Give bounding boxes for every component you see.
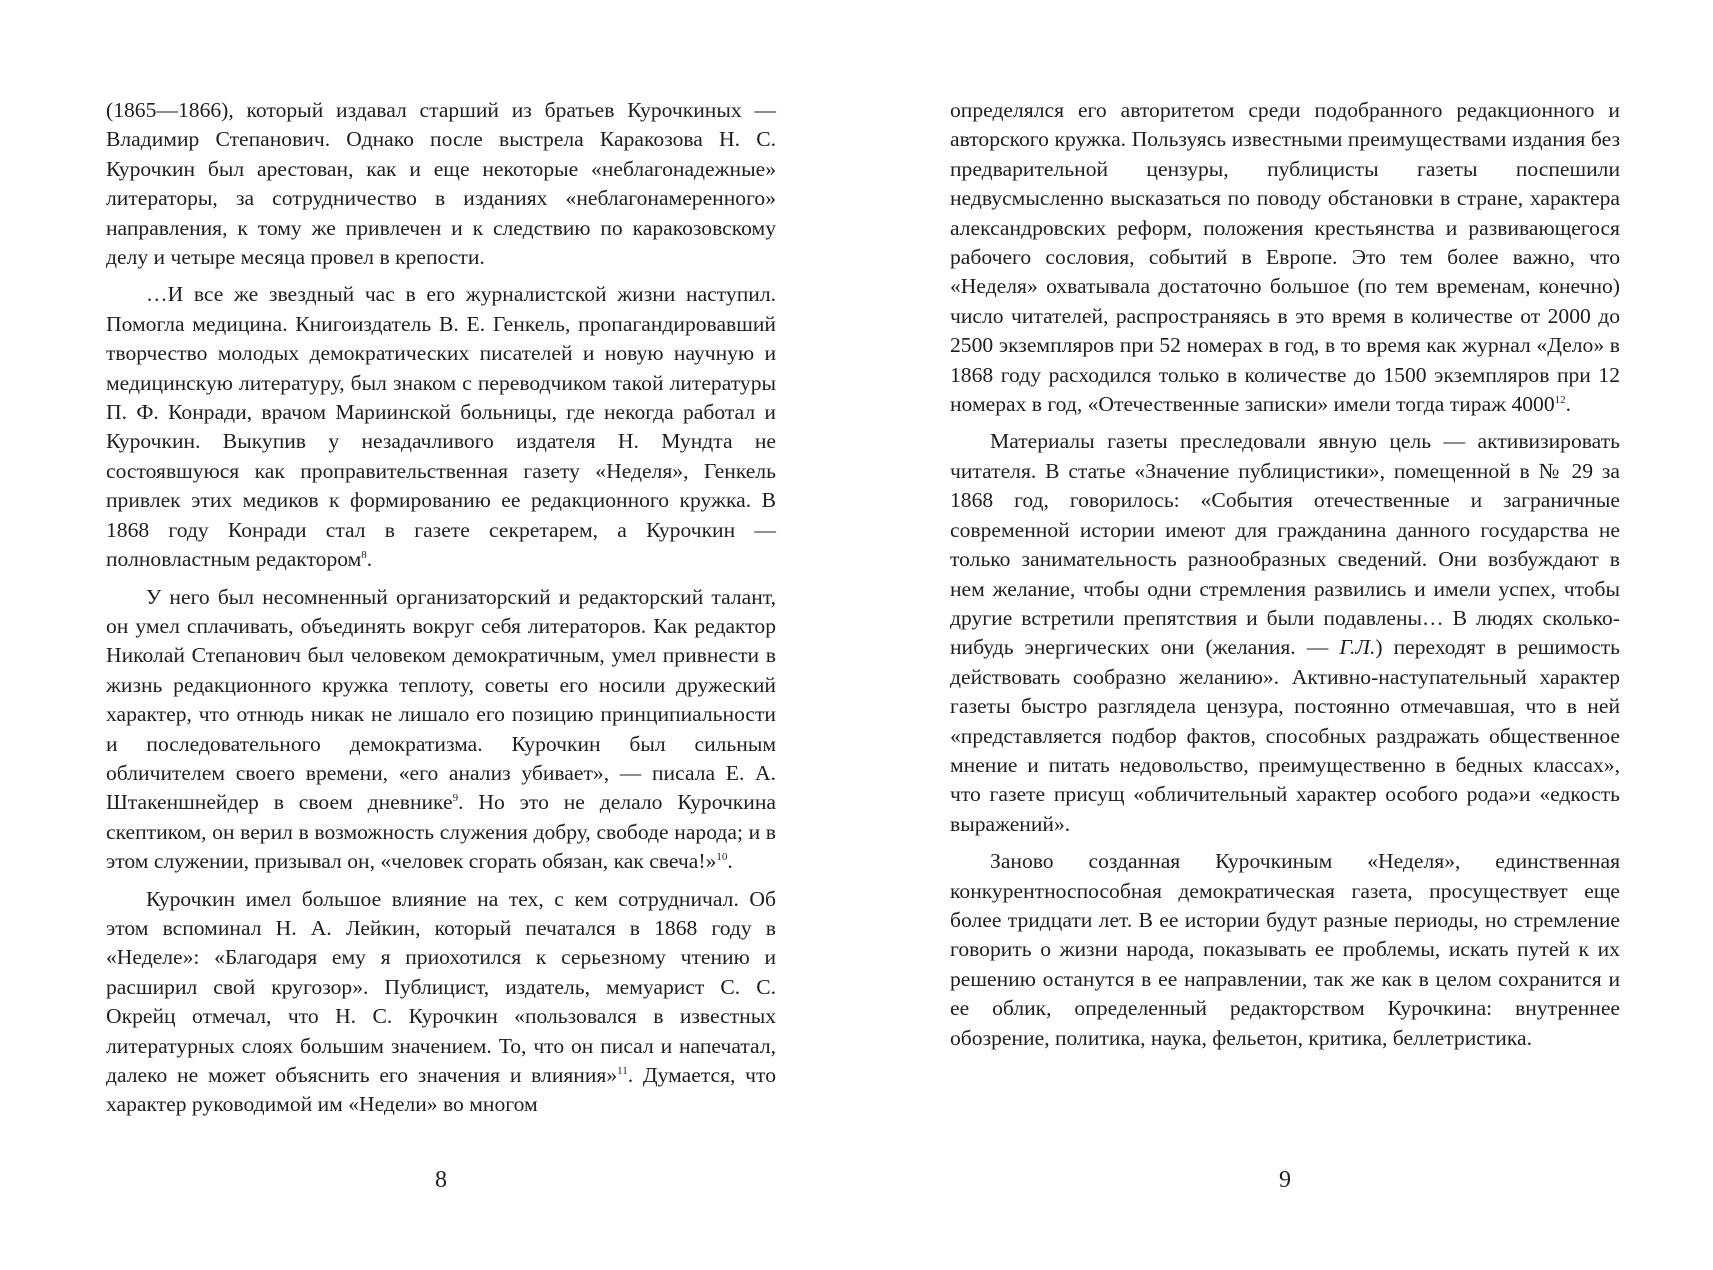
footnote-ref-11: 11 <box>617 1064 628 1077</box>
right-paragraph-1: определялся его авторитетом среди подобранного редакционного и авторского кружка. Пользуясь известными преимуществами издания без предварительной цензуры, публицисты газеты поспешили недвусмысленно высказаться по поводу обстановки в стране, характера александровских реформ, положения крестьянства и развивающегося рабочего сословия, событий в Европе. Это тем более важно, что «Неделя» охватывала достаточно большое (по тем временам, конечно) число читателей, распространяясь в это время в количестве от 2000 до 2500 экземпляров при 52 номерах в год, в то время как журнал «Дело» в 1868 году расходился только в количестве до 1500 экземпляров при 12 номерах в год, «Отечественные записки» имели тогда тираж 4000$^{12}$. <box>950 98 1620 417</box>
left-paragraph-3: У него был несомненный организаторский и редакторский талант, он умел сплачивать, объединять вокруг себя литераторов. Как редактор Николай Степанович был человеком демократичным, умел привнести в жизнь редакционного кружка теплоту, советы его носили дружеский характер, что отнюдь никак не лишало его позицию принципиальности и последовательного демократизма. Курочкин был сильным обличителем своего времени, «его анализ убивает», — писала Е. А. Штакеншнейдер в своем дневнике$^9$. Но это не делало Курочкина скептиком, он верил в возможность служения добру, свободе народа; и в этом служении, призывал он, «человек сгорать обязан, как свеча!»$^{10}$. <box>106 584 776 874</box>
left-page <box>106 96 776 1120</box>
footnote-ref-9: 9 <box>452 792 459 805</box>
footnote-ref-8: 8 <box>361 548 367 561</box>
page-number-right: 9 <box>1279 1167 1291 1193</box>
left-paragraph-2: …И все же звездный час в его журналистской жизни наступил. Помогла медицина. Книгоиздатель В. Е. Генкель, пропагандировавший творчество молодых демократических писателей и новую научную и медицинскую литературу, был знаком с переводчиком такой литературы П. Ф. Конради, врачом Мариинской больницы, где некогда работал и Курочкин. Выкупив у незадачливого издателя Н. Мундта не состоявшуюся как проправительственная газету «Неделя», Генкель привлек этих медиков к формированию ее редакционного кружка. В 1868 году Конради стал в газете секретарем, а Курочкин — полновластным редактором$^8$. <box>106 282 776 572</box>
page-number-left: 8 <box>435 1167 447 1193</box>
right-page <box>950 96 1620 1053</box>
right-paragraph-2: Материалы газеты преследовали явную цель — активизировать читателя. В статье «Значение публицистики», помещенной в № 29 за 1868 год, говорилось: «События отечественные и заграничные современной истории имеют для гражданина данного государства не только занимательность разнообразных сведений. Они возбуждают в нем желание, чтобы одни стремления развились и имели успех, чтобы другие встретили препятствия и были подавлены… В людях сколько-нибудь энергических они (желания. — Г.Л.) переходят в решимость действовать сообразно желанию». Активно-наступательный характер газеты быстро разглядела цензура, постоянно отмечавшая, что в ней «представляется подбор фактов, способных раздражать общественное мнение и питать недовольство, преимущественно в бедных классах», что газете присущ «обличительный характер особого рода»и «едкость выражений». <box>950 429 1620 836</box>
left-paragraph-1: (1865—1866), который издавал старший из братьев Курочкиных — Владимир Степанович. Однако после выстрела Каракозова Н. С. Курочкин был арестован, как и еще некоторые «неблагонадежные» литераторы, за сотрудничество в изданиях «неблагонамеренного» направления, к тому же привлечен и к следствию по каракозовскому делу и четыре месяца провел в крепости. <box>106 98 776 270</box>
footnote-ref-12: 12 <box>1554 393 1566 406</box>
right-paragraph-3: Заново созданная Курочкиным «Неделя», единственная конкурентноспособная демократическая газета, просуществует еще более тридцати лет. В ее истории будут разные периоды, но стремление говорить о жизни народа, показывать ее проблемы, искать путей к их решению останутся в ее направлении, так же как в целом сохранится и ее облик, определенный редакторством Курочкина: внутреннее обозрение, политика, наука, фельетон, критика, беллетристика. <box>950 849 1620 1050</box>
left-paragraph-4: Курочкин имел большое влияние на тех, с кем сотрудничал. Об этом вспоминал Н. А. Лейкин, который печатался в 1868 году в «Неделе»: «Благодаря ему я приохотился к серьезному чтению и расширил свой кругозор». Публицист, издатель, мемуарист С. С. Окрейц отмечал, что Н. С. Курочкин «пользовался в известных литературных слоях большим значением. То, что он писал и напечатал, далеко не может объяснить его значения и влияния»$^{11}$. Думается, что характер руководимой им «Недели» во многом <box>106 886 776 1117</box>
footnote-ref-10: 10 <box>716 850 728 863</box>
author-initials: Г.Л. <box>1339 635 1376 660</box>
